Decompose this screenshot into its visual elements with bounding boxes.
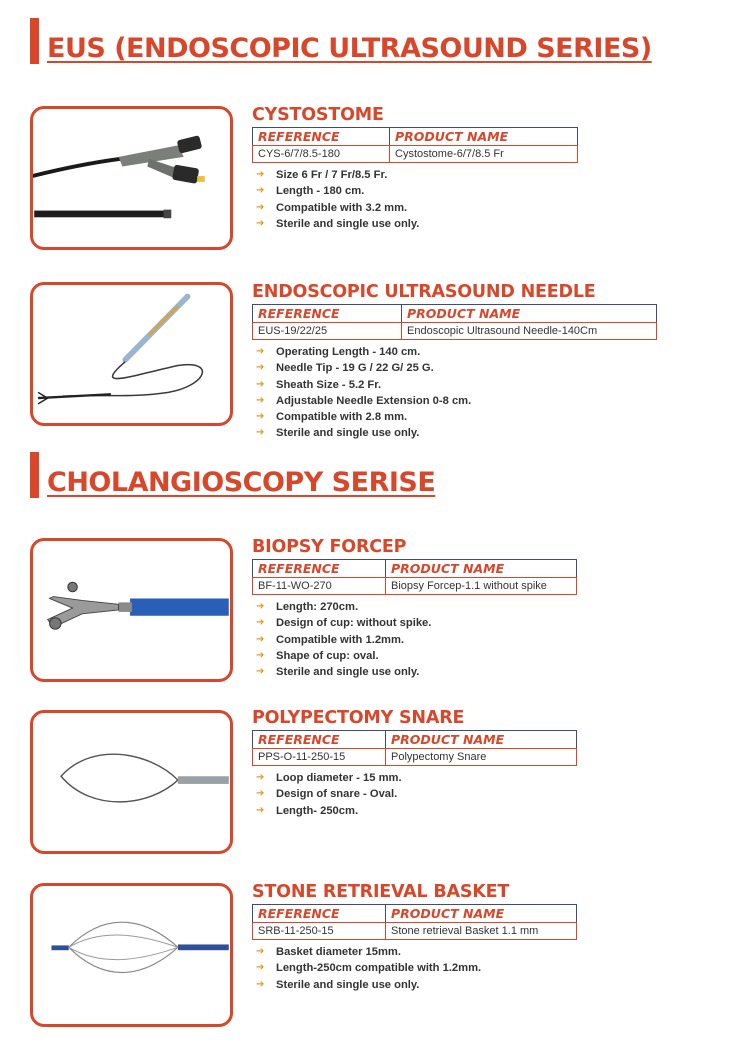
arrow-bullet-icon: ➔ bbox=[256, 201, 265, 213]
spec-item: ➔ Length-250cm compatible with 1.2mm. bbox=[256, 962, 482, 975]
arrow-bullet-icon: ➔ bbox=[256, 427, 265, 439]
product-table bbox=[252, 127, 578, 163]
spec-item: ➔ Compatible with 2.8 mm. bbox=[256, 411, 408, 424]
spec-item: ➔ Sterile and single use only. bbox=[256, 217, 420, 230]
product-stone-retrieval-basket bbox=[252, 881, 577, 993]
product-name-heading: POLYPECTOMY SNARE bbox=[252, 708, 465, 728]
spec-item: ➔ Sterile and single use only. bbox=[256, 978, 420, 991]
product-name-header: PRODUCT NAME bbox=[390, 128, 578, 146]
spec-list bbox=[252, 944, 577, 993]
section-title: CHOLANGIOSCOPY SERISE bbox=[47, 467, 436, 498]
reference-cell: SRB-11-250-15 bbox=[253, 923, 386, 940]
spec-item: ➔ Shape of cup: oval. bbox=[256, 649, 379, 662]
arrow-bullet-icon: ➔ bbox=[256, 772, 265, 783]
arrow-bullet-icon: ➔ bbox=[256, 601, 265, 612]
product-name-cell: Cystostome-6/7/8.5 Fr bbox=[390, 146, 578, 163]
arrow-bullet-icon: ➔ bbox=[256, 217, 265, 229]
spec-list bbox=[252, 599, 577, 680]
reference-header: REFERENCE bbox=[253, 305, 402, 323]
arrow-bullet-icon: ➔ bbox=[256, 962, 265, 974]
arrow-bullet-icon: ➔ bbox=[256, 649, 265, 661]
arrow-bullet-icon: ➔ bbox=[256, 978, 265, 990]
product-image-polypectomy-snare bbox=[30, 710, 233, 854]
section-accent-bar bbox=[30, 18, 39, 64]
reference-cell: PPS-O-11-250-15 bbox=[253, 749, 386, 766]
product-name-heading: ENDOSCOPIC ULTRASOUND NEEDLE bbox=[252, 282, 596, 302]
arrow-bullet-icon: ➔ bbox=[256, 378, 265, 390]
reference-header: REFERENCE bbox=[253, 128, 390, 146]
product-name-header: PRODUCT NAME bbox=[386, 905, 577, 923]
section-header-eus bbox=[30, 18, 652, 64]
reference-header: REFERENCE bbox=[253, 905, 386, 923]
product-polypectomy-snare bbox=[252, 707, 577, 819]
spec-item: ➔ Compatible with 1.2mm. bbox=[256, 633, 405, 646]
spec-item: ➔ Length: 270cm. bbox=[256, 601, 359, 613]
spec-list bbox=[252, 344, 657, 442]
product-name-heading: STONE RETRIEVAL BASKET bbox=[252, 882, 510, 902]
product-name-cell: Polypectomy Snare bbox=[386, 749, 577, 766]
reference-cell: CYS-6/7/8.5-180 bbox=[253, 146, 390, 163]
product-table bbox=[252, 304, 657, 340]
arrow-bullet-icon: ➔ bbox=[256, 346, 265, 357]
product-name-cell: Biopsy Forcep-1.1 without spike bbox=[386, 578, 577, 595]
product-name-header: PRODUCT NAME bbox=[402, 305, 657, 323]
spec-list bbox=[252, 167, 578, 232]
product-name-cell: Stone retrieval Basket 1.1 mm bbox=[386, 923, 577, 940]
spec-item: ➔ Length- 250cm. bbox=[256, 804, 359, 817]
product-name-heading: BIOPSY FORCEP bbox=[252, 537, 407, 557]
spec-item: ➔ Sheath Size - 5.2 Fr. bbox=[256, 378, 382, 391]
spec-list bbox=[252, 770, 577, 819]
spec-item: ➔ Operating Length - 140 cm. bbox=[256, 346, 421, 358]
reference-header: REFERENCE bbox=[253, 731, 386, 749]
product-name-cell: Endoscopic Ultrasound Needle-140Cm bbox=[402, 323, 657, 340]
product-image-stone-retrieval-basket bbox=[30, 883, 233, 1027]
product-name-heading: CYSTOSTOME bbox=[252, 105, 384, 125]
product-name-header: PRODUCT NAME bbox=[386, 560, 577, 578]
arrow-bullet-icon: ➔ bbox=[256, 788, 265, 800]
product-image-eus-needle bbox=[30, 282, 233, 426]
product-table bbox=[252, 904, 577, 940]
arrow-bullet-icon: ➔ bbox=[256, 394, 265, 406]
spec-item: ➔ Design of snare - Oval. bbox=[256, 788, 398, 801]
product-biopsy-forcep bbox=[252, 536, 577, 680]
arrow-bullet-icon: ➔ bbox=[256, 169, 265, 180]
reference-cell: BF-11-WO-270 bbox=[253, 578, 386, 595]
spec-item: ➔ Sterile and single use only. bbox=[256, 666, 420, 679]
arrow-bullet-icon: ➔ bbox=[256, 666, 265, 678]
spec-item: ➔ Length - 180 cm. bbox=[256, 185, 365, 198]
spec-item: ➔ Adjustable Needle Extension 0-8 cm. bbox=[256, 394, 472, 407]
arrow-bullet-icon: ➔ bbox=[256, 617, 265, 629]
spec-item: ➔ Loop diameter - 15 mm. bbox=[256, 772, 402, 784]
product-cystostome bbox=[252, 104, 578, 232]
product-image-biopsy-forcep bbox=[30, 538, 233, 682]
product-name-header: PRODUCT NAME bbox=[386, 731, 577, 749]
arrow-bullet-icon: ➔ bbox=[256, 362, 265, 374]
arrow-bullet-icon: ➔ bbox=[256, 185, 265, 197]
product-image-cystostome bbox=[30, 106, 233, 250]
spec-item: ➔ Design of cup: without spike. bbox=[256, 617, 432, 630]
product-table bbox=[252, 730, 577, 766]
section-accent-bar bbox=[30, 452, 39, 498]
arrow-bullet-icon: ➔ bbox=[256, 411, 265, 423]
spec-item: ➔ Size 6 Fr / 7 Fr/8.5 Fr. bbox=[256, 169, 388, 181]
spec-item: ➔ Compatible with 3.2 mm. bbox=[256, 201, 408, 214]
product-table bbox=[252, 559, 577, 595]
section-header-cholangioscopy bbox=[30, 452, 435, 498]
spec-item: ➔ Sterile and single use only. bbox=[256, 427, 420, 440]
section-title: EUS (ENDOSCOPIC ULTRASOUND SERIES) bbox=[47, 33, 652, 64]
spec-item: ➔ Needle Tip - 19 G / 22 G/ 25 G. bbox=[256, 362, 434, 375]
arrow-bullet-icon: ➔ bbox=[256, 804, 265, 816]
reference-cell: EUS-19/22/25 bbox=[253, 323, 402, 340]
product-eus-needle bbox=[252, 281, 657, 442]
reference-header: REFERENCE bbox=[253, 560, 386, 578]
spec-item: ➔ Basket diameter 15mm. bbox=[256, 946, 401, 958]
arrow-bullet-icon: ➔ bbox=[256, 633, 265, 645]
arrow-bullet-icon: ➔ bbox=[256, 946, 265, 957]
